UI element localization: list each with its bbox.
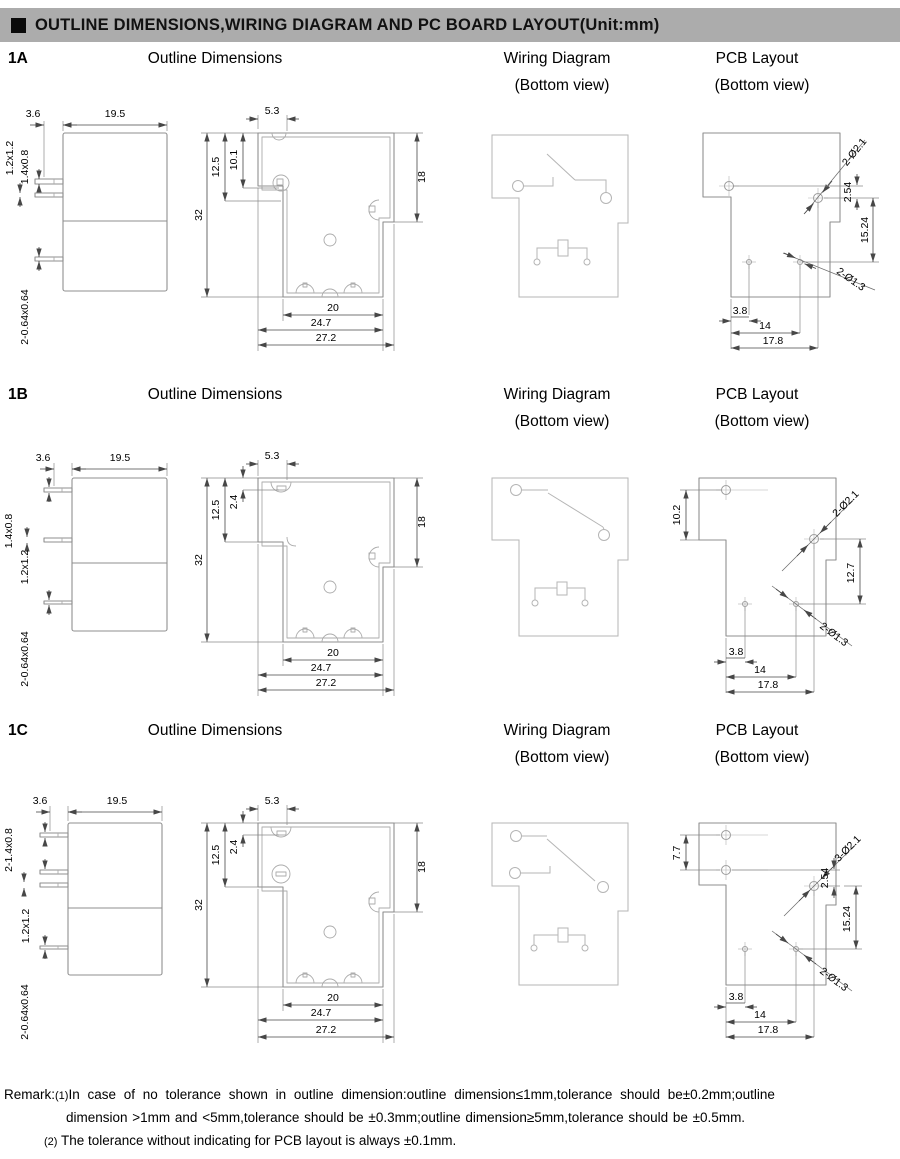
pin-size-label: 2-1.4x0.8 [3,828,15,872]
view-note-pcb-1c: (Bottom view) [714,749,810,766]
contact-terminal [599,530,610,541]
contact-terminal [601,193,612,204]
view-note-wiring-1a: (Bottom view) [514,77,610,94]
view-note-wiring-1c: (Bottom view) [514,749,610,766]
view-note-pcb-1a: (Bottom view) [714,77,810,94]
view-note-wiring-1b: (Bottom view) [514,413,610,430]
dim-label: 17.8 [762,335,784,347]
dim-label: 10.1 [228,149,240,171]
section-label-1c: 1C [8,722,28,739]
relay-body [63,133,167,291]
hole-size-label: 2-Ø2.1 [839,135,870,169]
remark-line-2 [66,1110,745,1125]
dim-label: 20 [327,302,339,314]
relay-body [68,823,162,975]
dim-label: 2.4 [228,839,240,855]
dim-label: 3.8 [728,991,744,1003]
bottom-view-1a [193,103,443,361]
dim-label: 14 [754,664,766,676]
hole-size-label: 3-Ø2.1 [832,833,864,865]
col-title-pcb-1b: PCB Layout [715,386,799,403]
dim-label: 2.4 [228,494,240,510]
contact-terminal [510,868,521,879]
dim-label: 15.24 [841,905,853,933]
dim-label: 3.8 [732,305,748,317]
pcb-layout-1a [683,115,898,360]
contact-terminal [511,831,522,842]
col-title-outline-1c: Outline Dimensions [147,722,283,739]
dim-label: 3.6 [35,452,51,464]
dim-label: 12.5 [210,499,222,521]
dim-label: 19.5 [104,108,126,120]
dim-label: 12.5 [210,844,222,866]
section-header-bar [0,8,900,42]
remark-prefix: Remark: [4,1087,56,1102]
section-label-1b: 1B [8,386,28,403]
switch-blade [547,154,575,180]
contact-terminal [598,882,609,893]
pin-size-label: 1.2x1.2 [20,908,32,944]
coil-terminal [582,600,588,606]
side-view-1a [2,103,192,361]
pin-size-label: 2-0.64x0.64 [19,631,31,687]
dim-label: 32 [193,554,205,566]
dim-label: 15.24 [859,216,871,244]
dim-label: 5.3 [264,795,280,807]
dim-label: 32 [193,899,205,911]
dim-label: 3.6 [32,795,48,807]
dim-label: 20 [327,647,339,659]
remark-note2-number: (2) [44,1136,58,1148]
coil-terminal [534,259,540,265]
col-title-wiring-1a: Wiring Diagram [503,50,611,67]
dim-label: 18 [416,171,428,183]
switch-blade [547,839,595,881]
dim-label: 14 [754,1009,766,1021]
col-title-pcb-1c: PCB Layout [715,722,799,739]
pin-size-label: 1.4x0.8 [19,149,31,185]
hole-size-label: 2-Ø1.3 [817,620,851,650]
dim-label: 3.8 [728,646,744,658]
remark-note1-text-b: dimension >1mm and <5mm,tolerance should be ±0.3mm;outline dimension≥5mm,tolerance should be ±0.5mm. [66,1110,746,1125]
dim-label: 7.7 [671,845,683,861]
bottom-view-1c [193,775,448,1070]
pin-size-label: 1.2x1.2 [19,549,31,585]
dim-label: 5.3 [264,105,280,117]
dim-label: 5.3 [264,450,280,462]
coil-terminal [531,945,537,951]
coil-symbol [557,582,567,595]
dim-label: 27.2 [315,677,337,689]
bottom-view-1b [193,438,445,710]
dim-label: 27.2 [315,1024,337,1036]
dim-label: 20 [327,992,339,1004]
col-title-wiring-1c: Wiring Diagram [503,722,611,739]
side-view-1c [2,780,192,1065]
bullet-square-icon [11,18,26,33]
coil-symbol [558,928,568,942]
pin-size-label: 1.2x1.2 [4,140,16,176]
dim-label: 2.54 [819,867,831,889]
dim-label: 19.5 [109,452,131,464]
coil-symbol [558,240,568,256]
pin-size-label: 1.4x0.8 [3,513,15,549]
hole-size-label: 2-Ø1.3 [817,965,851,995]
dim-label: 3.6 [25,108,41,120]
dim-label: 12.7 [845,562,857,584]
col-title-pcb-1a: PCB Layout [715,50,799,67]
dim-label: 32 [193,209,205,221]
side-view-1b [2,443,192,701]
dim-label: 17.8 [757,679,779,691]
dim-label: 24.7 [310,317,332,329]
col-title-wiring-1b: Wiring Diagram [503,386,611,403]
col-title-outline-1a: Outline Dimensions [147,50,283,67]
dim-label: 12.5 [210,156,222,178]
dim-label: 18 [416,861,428,873]
hole-size-label: 2-Ø2.1 [830,488,862,520]
dim-label: 24.7 [310,662,332,674]
coil-terminal [582,945,588,951]
coil-terminal [532,600,538,606]
hole-size-label: 2-Ø1.3 [834,265,868,294]
coil-terminal [584,259,590,265]
pcb-layout-1c [658,795,898,1050]
dim-label: 19.5 [106,795,128,807]
section-label-1a: 1A [8,50,28,67]
pcb-layout-1b [658,455,898,700]
dim-label: 18 [416,516,428,528]
dim-label: 17.8 [757,1024,779,1036]
pin-size-label: 2-0.64x0.64 [19,289,31,345]
contact-terminal [511,485,522,496]
pin-size-label: 2-0.64x0.64 [19,984,31,1040]
page-title: OUTLINE DIMENSIONS,WIRING DIAGRAM AND PC BOARD LAYOUT(Unit:mm) [35,15,660,34]
dim-label: 27.2 [315,332,337,344]
remark-note1-text-a: In case of no tolerance shown in outline dimension:outline dimension≤1mm,tolerance should be±0.2mm;outline [68,1087,775,1102]
dim-label: 10.2 [671,504,683,526]
remark-note2-text: The tolerance without indicating for PCB layout is always ±0.1mm. [60,1133,457,1148]
wiring-diagram-1a [478,118,643,313]
wiring-diagram-1b [478,460,643,660]
view-note-pcb-1b: (Bottom view) [714,413,810,430]
dim-label: 24.7 [310,1007,332,1019]
dim-label: 14 [759,320,771,332]
col-title-outline-1b: Outline Dimensions [147,386,283,403]
dim-label: 2.54 [842,181,854,203]
switch-blade [548,493,603,527]
wiring-diagram-1c [478,790,643,1010]
relay-body [72,478,167,631]
remark-line-1 [4,1087,775,1102]
remark-line-3 [44,1133,456,1148]
contact-terminal [513,181,524,192]
remark-note1-number: (1) [55,1090,69,1102]
